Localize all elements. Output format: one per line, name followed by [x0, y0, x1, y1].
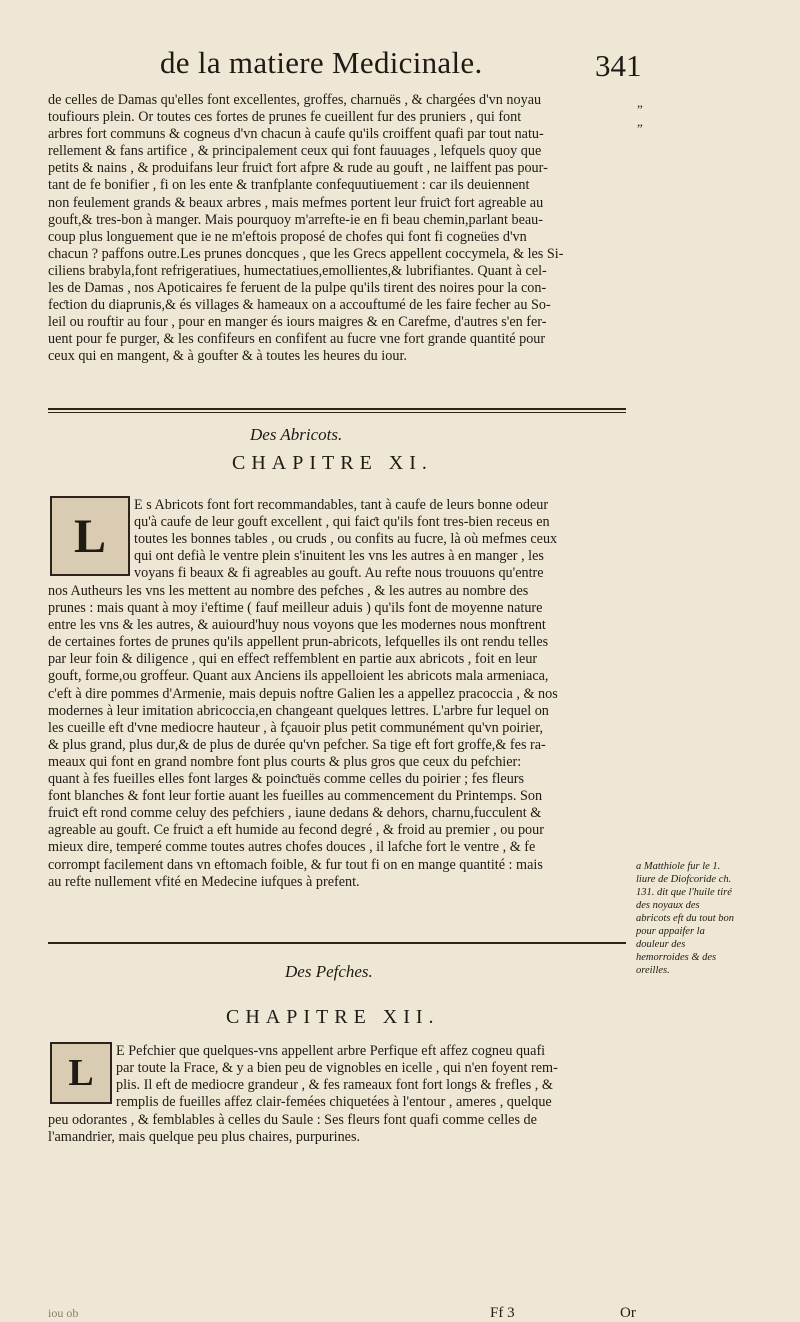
- text-line: petits & nains , & produifans leur fruiƈt fort afpre & rude au gouft , ne laiffent pas pour-: [48, 160, 548, 177]
- text-line: non feulement grands & beaux arbres , mais mefmes portent leur fruiƈt fort agreable au: [48, 194, 544, 211]
- text-line: rellement & fans artifice , & principalement ceux qui font fauuages , lefquels quoy que: [48, 143, 542, 160]
- text-line: E Pefchier que quelques-vns appellent arbre Perfique eft affez cogneu quafi: [116, 1043, 546, 1059]
- text-line: mieux dire, temperé comme toutes autres chofes douces , il lafche fort le ventre , & fe: [48, 839, 536, 856]
- catchword: Or: [620, 1305, 636, 1321]
- section-title-pesches: Des Pefches.: [285, 962, 373, 981]
- text-line: feƈtion du diaprunis,& és villages & hameaux on a accouftumé de les faire fecher au So-: [48, 297, 551, 314]
- text-line: fruiƈt eft rond comme celuy des pefchiers , iaune dedans & dehors, charnu,fucculent &: [48, 805, 542, 822]
- text-line: coup plus longuement que ie ne m'eftois proposé de chofes qui font fi cogneües d'vn: [48, 228, 527, 245]
- text-line: E s Abricots font fort recommandables, tant à caufe de leurs bonne odeur: [134, 497, 549, 513]
- quote-mark: „: [637, 114, 643, 129]
- text-line: font blanches & font leur fortie auant les fueilles au commencement du Printemps. Son: [48, 788, 543, 805]
- section2-body: [48, 1112, 626, 1146]
- text-line: voyans fi beaux & fi agreables au gouft. Au refte nous trouuons qu'entre: [134, 565, 544, 582]
- text-line: les de Damas , nos Apoticaires fe feruent de la pulpe qu'ils tirent des noires pour la con-: [48, 280, 547, 297]
- text-line: par leur foin & diligence , qui en effeƈt reffemblent en partie aux abricots , foit en leur: [48, 651, 538, 668]
- quote-mark: „: [637, 95, 643, 110]
- dropcap-ornament: L: [50, 496, 130, 576]
- text-line: ciliens brabyla,font refrigeratiues, humectatiues,emollientes,& lubrifiantes. Quant à cel-: [48, 262, 547, 279]
- text-line: chacun ? paffons outre.Les prunes doncques , que les Grecs appellent coccymela, & les Si-: [48, 245, 564, 262]
- text-line: les cueille eft d'vne mediocre hauteur , à fçauoir plus petit communément qu'vn poirier,: [48, 719, 544, 736]
- text-line: par toute la Frace, & y a bien peu de vignobles en icelle , qui n'en foyent rem-: [116, 1060, 558, 1077]
- text-line: agreable au gouft. Ce fruiƈt a eft humide au fecond degré , & froid au premier , ou pour: [48, 822, 544, 839]
- text-line: corrompt facilement dans vn eftomach foible, & fur tout fi on en mange quantité : mais: [48, 856, 543, 873]
- text-line: peu odorantes , & femblables à celles du Saule : Ses fleurs font quafi comme celles de: [48, 1112, 537, 1128]
- text-line: gouft, forme,ou groffeur. Quant aux Anciens ils appelloient les abricots mala armeniaca,: [48, 668, 549, 685]
- text-line: gouft,& tres-bon à manger. Mais pourquoy m'arrefte-ie en fi beau chemin,parlant beau-: [48, 211, 543, 228]
- page-number: 341: [595, 48, 642, 83]
- text-line: tant de fe bonifier , fi on les ente & tranfplante confequutiuement : car ils deuiennent: [48, 177, 530, 194]
- text-line: ceux qui en mangent, & à goufter & à toutes les heures du iour.: [48, 348, 407, 365]
- text-line: entre les vns & les autres, & auiourd'huy nous voyons que les modernes nous monftrent: [48, 617, 546, 634]
- text-line: de celles de Damas qu'elles font excellentes, groffes, charnuës , & chargées d'vn noyau: [48, 92, 542, 108]
- text-line: & plus grand, plus dur,& de plus de durée qu'vn pefcher. Sa tige eft fort groffe,& fes ra-: [48, 736, 546, 753]
- text-line: quant à fes fueilles elles font larges & poinƈtuës comme celles du poirier ; fes fleurs: [48, 771, 525, 788]
- text-line: c'eft à dire pommes d'Armenie, mais depuis noftre Galien les a appellez pracoccia , & nos: [48, 685, 558, 702]
- margin-note: a Matthiole fur le 1. liure de Diofcoride ch. 131. dit que l'huile tiré des noyaux des abricots eft du tout bon pour appaifer la douleur des hemorroides & des oreilles.: [636, 861, 734, 976]
- text-line: de certaines fortes de prunes qu'ils appellent prun-abricots, lefquelles ils ont rendu telles: [48, 634, 549, 651]
- text-line: nos Autheurs les vns les mettent au nombre des pefches , & les autres au nombre des: [48, 583, 529, 599]
- text-line: qui ont defià le ventre plein s'inuitent les vns les autres à en manger , les: [134, 548, 544, 565]
- text-line: qu'à caufe de leur gouft excellent , qui faiƈt qu'ils font tres-bien receus en: [134, 514, 550, 531]
- text-line: meaux qui font en grand nombre font plus courts & plus gros que ceux du pefchier:: [48, 753, 522, 770]
- text-line: remplis de fueilles affez clair-femées chiquetées à l'entour , ameres , quelque: [116, 1094, 552, 1111]
- section1-indented-lines: [134, 497, 626, 582]
- text-line: uent pour fe purger, & les confifeurs en confifent au fucre vne fort grande quantité pour: [48, 331, 546, 348]
- running-head: de la matiere Medicinale.: [160, 45, 483, 80]
- chapter-title-11: CHAPITRE XI.: [232, 452, 433, 474]
- dropcap-ornament: L: [50, 1042, 112, 1104]
- section2-indented-lines: [116, 1043, 626, 1111]
- text-line: toutes les bonnes tables , ou cruds , ou confits au fucre, là où mefmes ceux: [134, 531, 558, 548]
- bleed-through-text: iou ob: [48, 1306, 79, 1320]
- text-line: l'amandrier, mais quelque peu plus chaires, purpurines.: [48, 1129, 361, 1146]
- signature-mark: Ff 3: [490, 1305, 515, 1321]
- section-rule: [48, 942, 626, 944]
- text-line: arbres fort communs & cogneus d'vn chacun à caufe qu'ils croiffent quafi par tout natu-: [48, 126, 544, 143]
- section-title-abricots: Des Abricots.: [250, 425, 343, 444]
- top-paragraph: [48, 92, 626, 366]
- section-rule-thin: [48, 412, 626, 413]
- text-line: toufiours plein. Or toutes ces fortes de prunes fe cueillent fur des pruniers , qui font: [48, 109, 522, 126]
- chapter-title-12: CHAPITRE XII.: [226, 1006, 440, 1028]
- text-line: au refte nullement vfité en Medecine iufques à prefent.: [48, 873, 360, 890]
- section-rule: [48, 408, 626, 410]
- text-line: plis. Il eft de mediocre grandeur , & fes rameaux font fort longs & frefles , &: [116, 1077, 553, 1094]
- text-line: prunes : mais quant à moy i'eftime ( fauf meilleur aduis ) qu'ils font de moyenne nature: [48, 600, 543, 617]
- text-line: leil ou rouftir au four , pour en manger és iours maigres & en Carefme, d'autres s'en fer-: [48, 314, 547, 331]
- section1-body: [48, 583, 626, 891]
- text-line: modernes à leur imitation abricoccia,en changeant quelques lettres. L'arbre fur lequel on: [48, 702, 549, 719]
